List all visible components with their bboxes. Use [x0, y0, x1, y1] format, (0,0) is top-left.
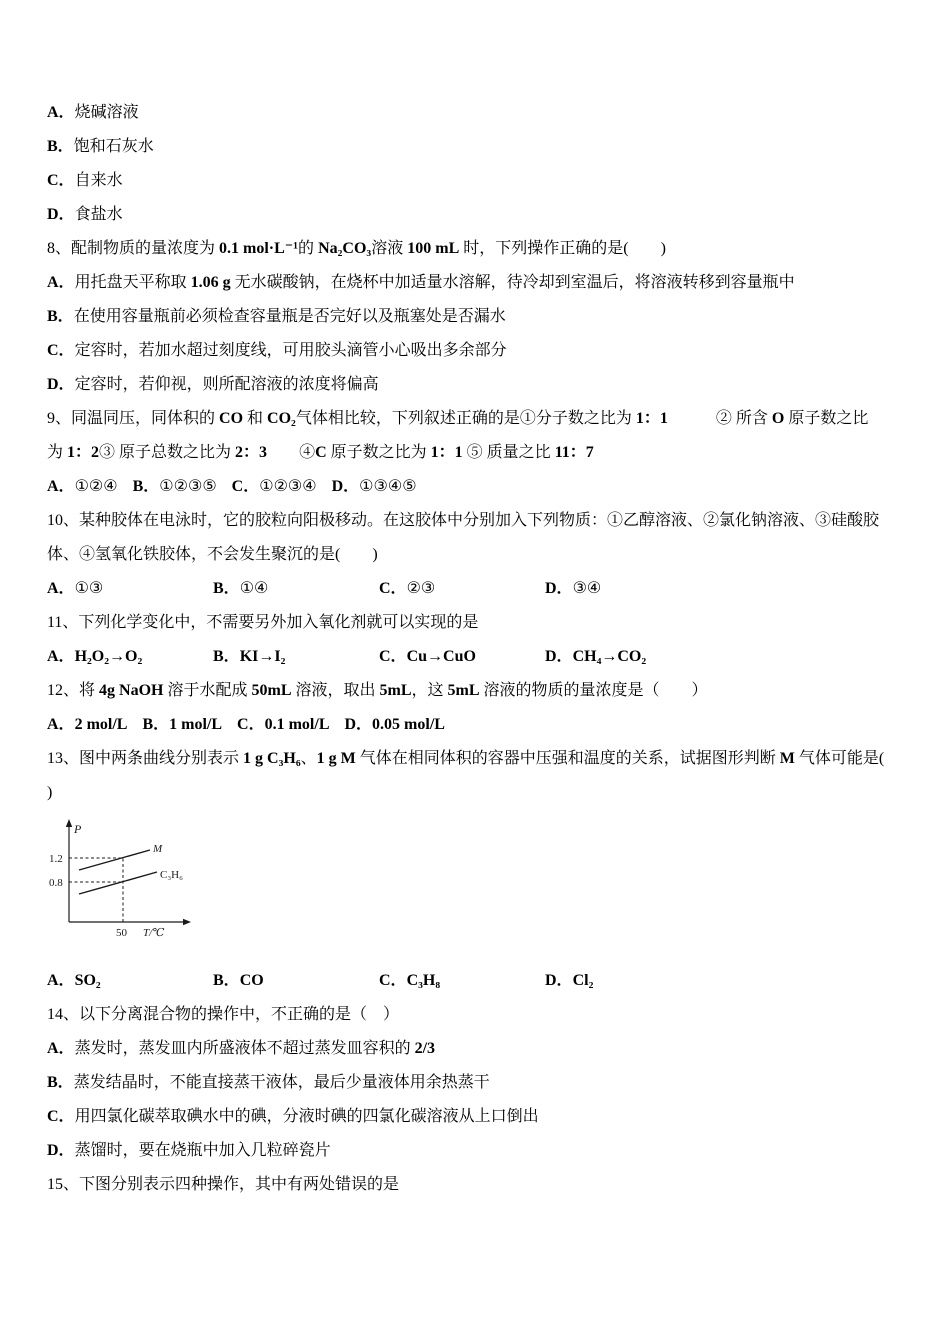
- options-row: [47, 708, 910, 742]
- option-cell: [213, 964, 379, 998]
- option-line: [47, 1100, 910, 1134]
- emphasis-text: CO₂: [267, 410, 296, 427]
- plain-text: 自来水: [74, 172, 123, 189]
- emphasis-text: B．: [213, 972, 240, 989]
- plain-text: 食盐水: [74, 206, 123, 223]
- emphasis-text: 1 g M: [316, 750, 356, 767]
- option-cell: [379, 572, 545, 606]
- emphasis-text: H₂O₂→O₂: [74, 648, 143, 665]
- plain-text: ② 所含: [667, 410, 772, 427]
- pressure-temperature-graph: [47, 816, 199, 950]
- plain-text: ①②③④: [259, 478, 317, 495]
- emphasis-text: SO₂: [74, 972, 101, 989]
- plain-text: 时，下列操作正确的是( ): [459, 240, 666, 257]
- emphasis-text: 1 mol/L: [169, 716, 223, 733]
- emphasis-text: 2：3: [235, 444, 268, 461]
- emphasis-text: B．: [213, 580, 240, 597]
- chart-figure: [47, 816, 910, 954]
- emphasis-text: B．: [132, 478, 160, 495]
- emphasis-text: CO: [219, 410, 244, 427]
- emphasis-text: 5mL: [447, 682, 480, 699]
- emphasis-text: 50mL: [251, 682, 292, 699]
- emphasis-text: 1：1: [635, 410, 668, 427]
- emphasis-text: C: [315, 444, 327, 461]
- plain-text: ①③: [74, 580, 104, 597]
- option-cell: [344, 708, 444, 742]
- option-cell: [237, 708, 329, 742]
- question-line: [47, 606, 910, 640]
- option-cell: [379, 964, 545, 998]
- plain-text: 原子数之比: [784, 410, 869, 427]
- emphasis-text: A．: [47, 104, 75, 121]
- option-line: [47, 300, 910, 334]
- option-cell: [47, 640, 213, 674]
- emphasis-text: A．: [47, 478, 75, 495]
- plain-text: 溶液，取出: [291, 682, 380, 699]
- question-line: [47, 674, 910, 708]
- emphasis-text: D．: [545, 972, 573, 989]
- emphasis-text: A．: [47, 580, 75, 597]
- emphasis-text: C₃H₈: [406, 972, 441, 989]
- emphasis-text: 1.06 g: [190, 274, 231, 291]
- emphasis-text: D．: [47, 1142, 75, 1159]
- emphasis-text: D．: [344, 716, 373, 733]
- option-cell: [213, 640, 379, 674]
- plain-text: 9、同温同压，同体积的: [47, 410, 220, 427]
- emphasis-text: 2/3: [414, 1040, 436, 1057]
- option-cell: [379, 640, 545, 674]
- x-axis-arrow: [183, 919, 191, 925]
- option-cell: [133, 470, 217, 504]
- plain-text: 11、下列化学变化中，不需要另外加入氧化剂就可以实现的是: [47, 614, 479, 631]
- option-line: [47, 368, 910, 402]
- option-cell: [232, 470, 317, 504]
- question-line: [47, 402, 910, 436]
- options-row: [47, 640, 910, 674]
- question-line: [47, 232, 910, 266]
- plain-text: ④: [267, 444, 316, 461]
- emphasis-text: C．: [47, 1108, 75, 1125]
- plain-text: 溶液: [371, 240, 408, 257]
- option-cell: [545, 640, 646, 674]
- question-line: [47, 742, 910, 776]
- plain-text: 蒸发结晶时，不能直接蒸干液体，最后少量液体用余热蒸干: [73, 1074, 490, 1091]
- series-label-C3H6: C₃H₆: [160, 869, 183, 881]
- emphasis-text: 1 g C₃H₆: [243, 750, 301, 767]
- option-line: [47, 1032, 910, 1066]
- options-row: [47, 572, 910, 606]
- emphasis-text: B．: [47, 1074, 74, 1091]
- y-axis-label: P: [74, 822, 82, 836]
- emphasis-text: 0.05 mol/L: [372, 716, 445, 733]
- plain-text: 定容时，若加水超过刻度线，可用胶头滴管小心吸出多余部分: [74, 342, 507, 359]
- emphasis-text: C．: [231, 478, 260, 495]
- plain-text: 烧碱溶液: [74, 104, 139, 121]
- plain-text: ): [47, 784, 53, 801]
- emphasis-text: A．: [47, 648, 75, 665]
- plain-text: 的: [298, 240, 319, 257]
- xtick-50: 50: [116, 927, 127, 939]
- x-axis-label: T/℃: [143, 927, 165, 939]
- emphasis-text: D．: [331, 478, 360, 495]
- emphasis-text: B．: [47, 308, 74, 325]
- plain-text: 12、将: [47, 682, 100, 699]
- emphasis-text: C．: [379, 972, 407, 989]
- plain-text: 原子数之比为: [326, 444, 431, 461]
- emphasis-text: CO: [239, 972, 264, 989]
- plain-text: ①③④⑤: [359, 478, 417, 495]
- emphasis-text: B．: [142, 716, 170, 733]
- option-cell: [47, 708, 127, 742]
- plain-text: ③ 原子总数之比为: [99, 444, 236, 461]
- emphasis-text: 4g NaOH: [99, 682, 164, 699]
- option-cell: [332, 470, 417, 504]
- option-cell: [545, 572, 601, 606]
- emphasis-text: D．: [47, 206, 75, 223]
- emphasis-text: A．: [47, 716, 75, 733]
- plain-text: ，这: [411, 682, 448, 699]
- plain-text: 无水碳酸钠，在烧杯中加适量水溶解，待冷却到室温后，将溶液转移到容量瓶中: [230, 274, 795, 291]
- emphasis-text: Cl₂: [572, 972, 594, 989]
- option-line: [47, 130, 910, 164]
- plain-text: 溶液的物质的量浓度是（ ）: [479, 682, 708, 699]
- plain-text: 定容时，若仰视，则所配溶液的浓度将偏高: [74, 376, 379, 393]
- emphasis-text: 1：2: [67, 444, 100, 461]
- plain-text: 为: [47, 444, 68, 461]
- plain-text: 用四氯化碳萃取碘水中的碘，分液时碘的四氯化碳溶液从上口倒出: [74, 1108, 539, 1125]
- plain-text: ⑤ 质量之比: [462, 444, 555, 461]
- plain-text: 、: [300, 750, 317, 767]
- option-line: [47, 1066, 910, 1100]
- emphasis-text: A．: [47, 1040, 75, 1057]
- plain-text: ①④: [239, 580, 269, 597]
- emphasis-text: 2 mol/L: [74, 716, 128, 733]
- plain-text: 气体在相同体积的容器中压强和温度的关系，试据图形判断: [355, 750, 780, 767]
- option-line: [47, 334, 910, 368]
- plain-text: ①②④: [74, 478, 118, 495]
- plain-text: 体、④氢氧化铁胶体，不会发生聚沉的是( ): [47, 546, 378, 563]
- plain-text: ①②③⑤: [159, 478, 217, 495]
- options-row: [47, 964, 910, 998]
- emphasis-text: B．: [47, 138, 74, 155]
- option-cell: [47, 572, 213, 606]
- option-cell: [545, 964, 593, 998]
- emphasis-text: KI→I₂: [239, 648, 286, 665]
- emphasis-text: Na₂CO₃: [318, 240, 372, 257]
- plain-text: 10、某种胶体在电泳时，它的胶粒向阳极移动。在这胶体中分别加入下列物质：①乙醇溶液、②氯化钠溶液、③硅酸胶: [47, 512, 880, 529]
- continuation-line: [47, 436, 910, 470]
- plain-text: 13、图中两条曲线分别表示: [47, 750, 244, 767]
- emphasis-text: M: [779, 750, 795, 767]
- plain-text: 用托盘天平称取: [74, 274, 191, 291]
- option-cell: [47, 964, 213, 998]
- emphasis-text: 1：1: [430, 444, 463, 461]
- emphasis-text: O: [771, 410, 785, 427]
- question-line: [47, 504, 910, 538]
- emphasis-text: CH₄→CO₂: [572, 648, 647, 665]
- emphasis-text: C．: [379, 580, 407, 597]
- option-line: [47, 266, 910, 300]
- plain-text: 饱和石灰水: [73, 138, 154, 155]
- plain-text: 气体相比较，下列叙述正确的是①分子数之比为: [295, 410, 636, 427]
- option-line: [47, 164, 910, 198]
- emphasis-text: 0.1 mol·L⁻¹: [219, 240, 299, 257]
- plain-text: 14、以下分离混合物的操作中，不正确的是（ ）: [47, 1006, 400, 1023]
- emphasis-text: 11：7: [554, 444, 594, 461]
- emphasis-text: 5mL: [379, 682, 412, 699]
- emphasis-text: C．: [47, 172, 75, 189]
- option-cell: [47, 470, 118, 504]
- emphasis-text: 0.1 mol/L: [264, 716, 330, 733]
- y-axis-arrow: [66, 819, 72, 827]
- plain-text: 蒸发时，蒸发皿内所盛液体不超过蒸发皿容积的: [74, 1040, 415, 1057]
- emphasis-text: C．: [47, 342, 75, 359]
- ytick-1-2: 1.2: [49, 853, 63, 865]
- series-line-C3H6: [79, 872, 157, 894]
- dashed-guides: [69, 858, 123, 922]
- continuation-line: [47, 776, 910, 810]
- option-cell: [142, 708, 222, 742]
- emphasis-text: 100 mL: [407, 240, 460, 257]
- emphasis-text: D．: [545, 648, 573, 665]
- continuation-line: [47, 538, 910, 572]
- plain-text: ③④: [572, 580, 602, 597]
- plain-text: 在使用容量瓶前必须检查容量瓶是否完好以及瓶塞处是否漏水: [73, 308, 506, 325]
- emphasis-text: C．: [237, 716, 265, 733]
- question-line: [47, 1168, 910, 1202]
- option-line: [47, 96, 910, 130]
- plain-text: ②③: [406, 580, 436, 597]
- option-line: [47, 1134, 910, 1168]
- emphasis-text: A．: [47, 274, 75, 291]
- question-line: [47, 998, 910, 1032]
- series-line-M: [79, 850, 150, 870]
- emphasis-text: B．: [213, 648, 240, 665]
- plain-text: 气体可能是(: [794, 750, 885, 767]
- plain-text: 溶于水配成: [163, 682, 252, 699]
- emphasis-text: D．: [545, 580, 573, 597]
- plain-text: 15、下图分别表示四种操作，其中有两处错误的是: [47, 1176, 400, 1193]
- series-label-M: M: [153, 843, 163, 855]
- plain-text: 8、配制物质的量浓度为: [47, 240, 220, 257]
- plain-text: 蒸馏时，要在烧瓶中加入几粒碎瓷片: [74, 1142, 331, 1159]
- option-cell: [213, 572, 379, 606]
- emphasis-text: C．: [379, 648, 407, 665]
- emphasis-text: A．: [47, 972, 75, 989]
- options-row: [47, 470, 910, 504]
- document-lines: [47, 96, 910, 1202]
- emphasis-text: Cu→CuO: [406, 648, 476, 665]
- emphasis-text: D．: [47, 376, 75, 393]
- plain-text: 和: [243, 410, 268, 427]
- option-line: [47, 198, 910, 232]
- ytick-0-8: 0.8: [49, 877, 63, 889]
